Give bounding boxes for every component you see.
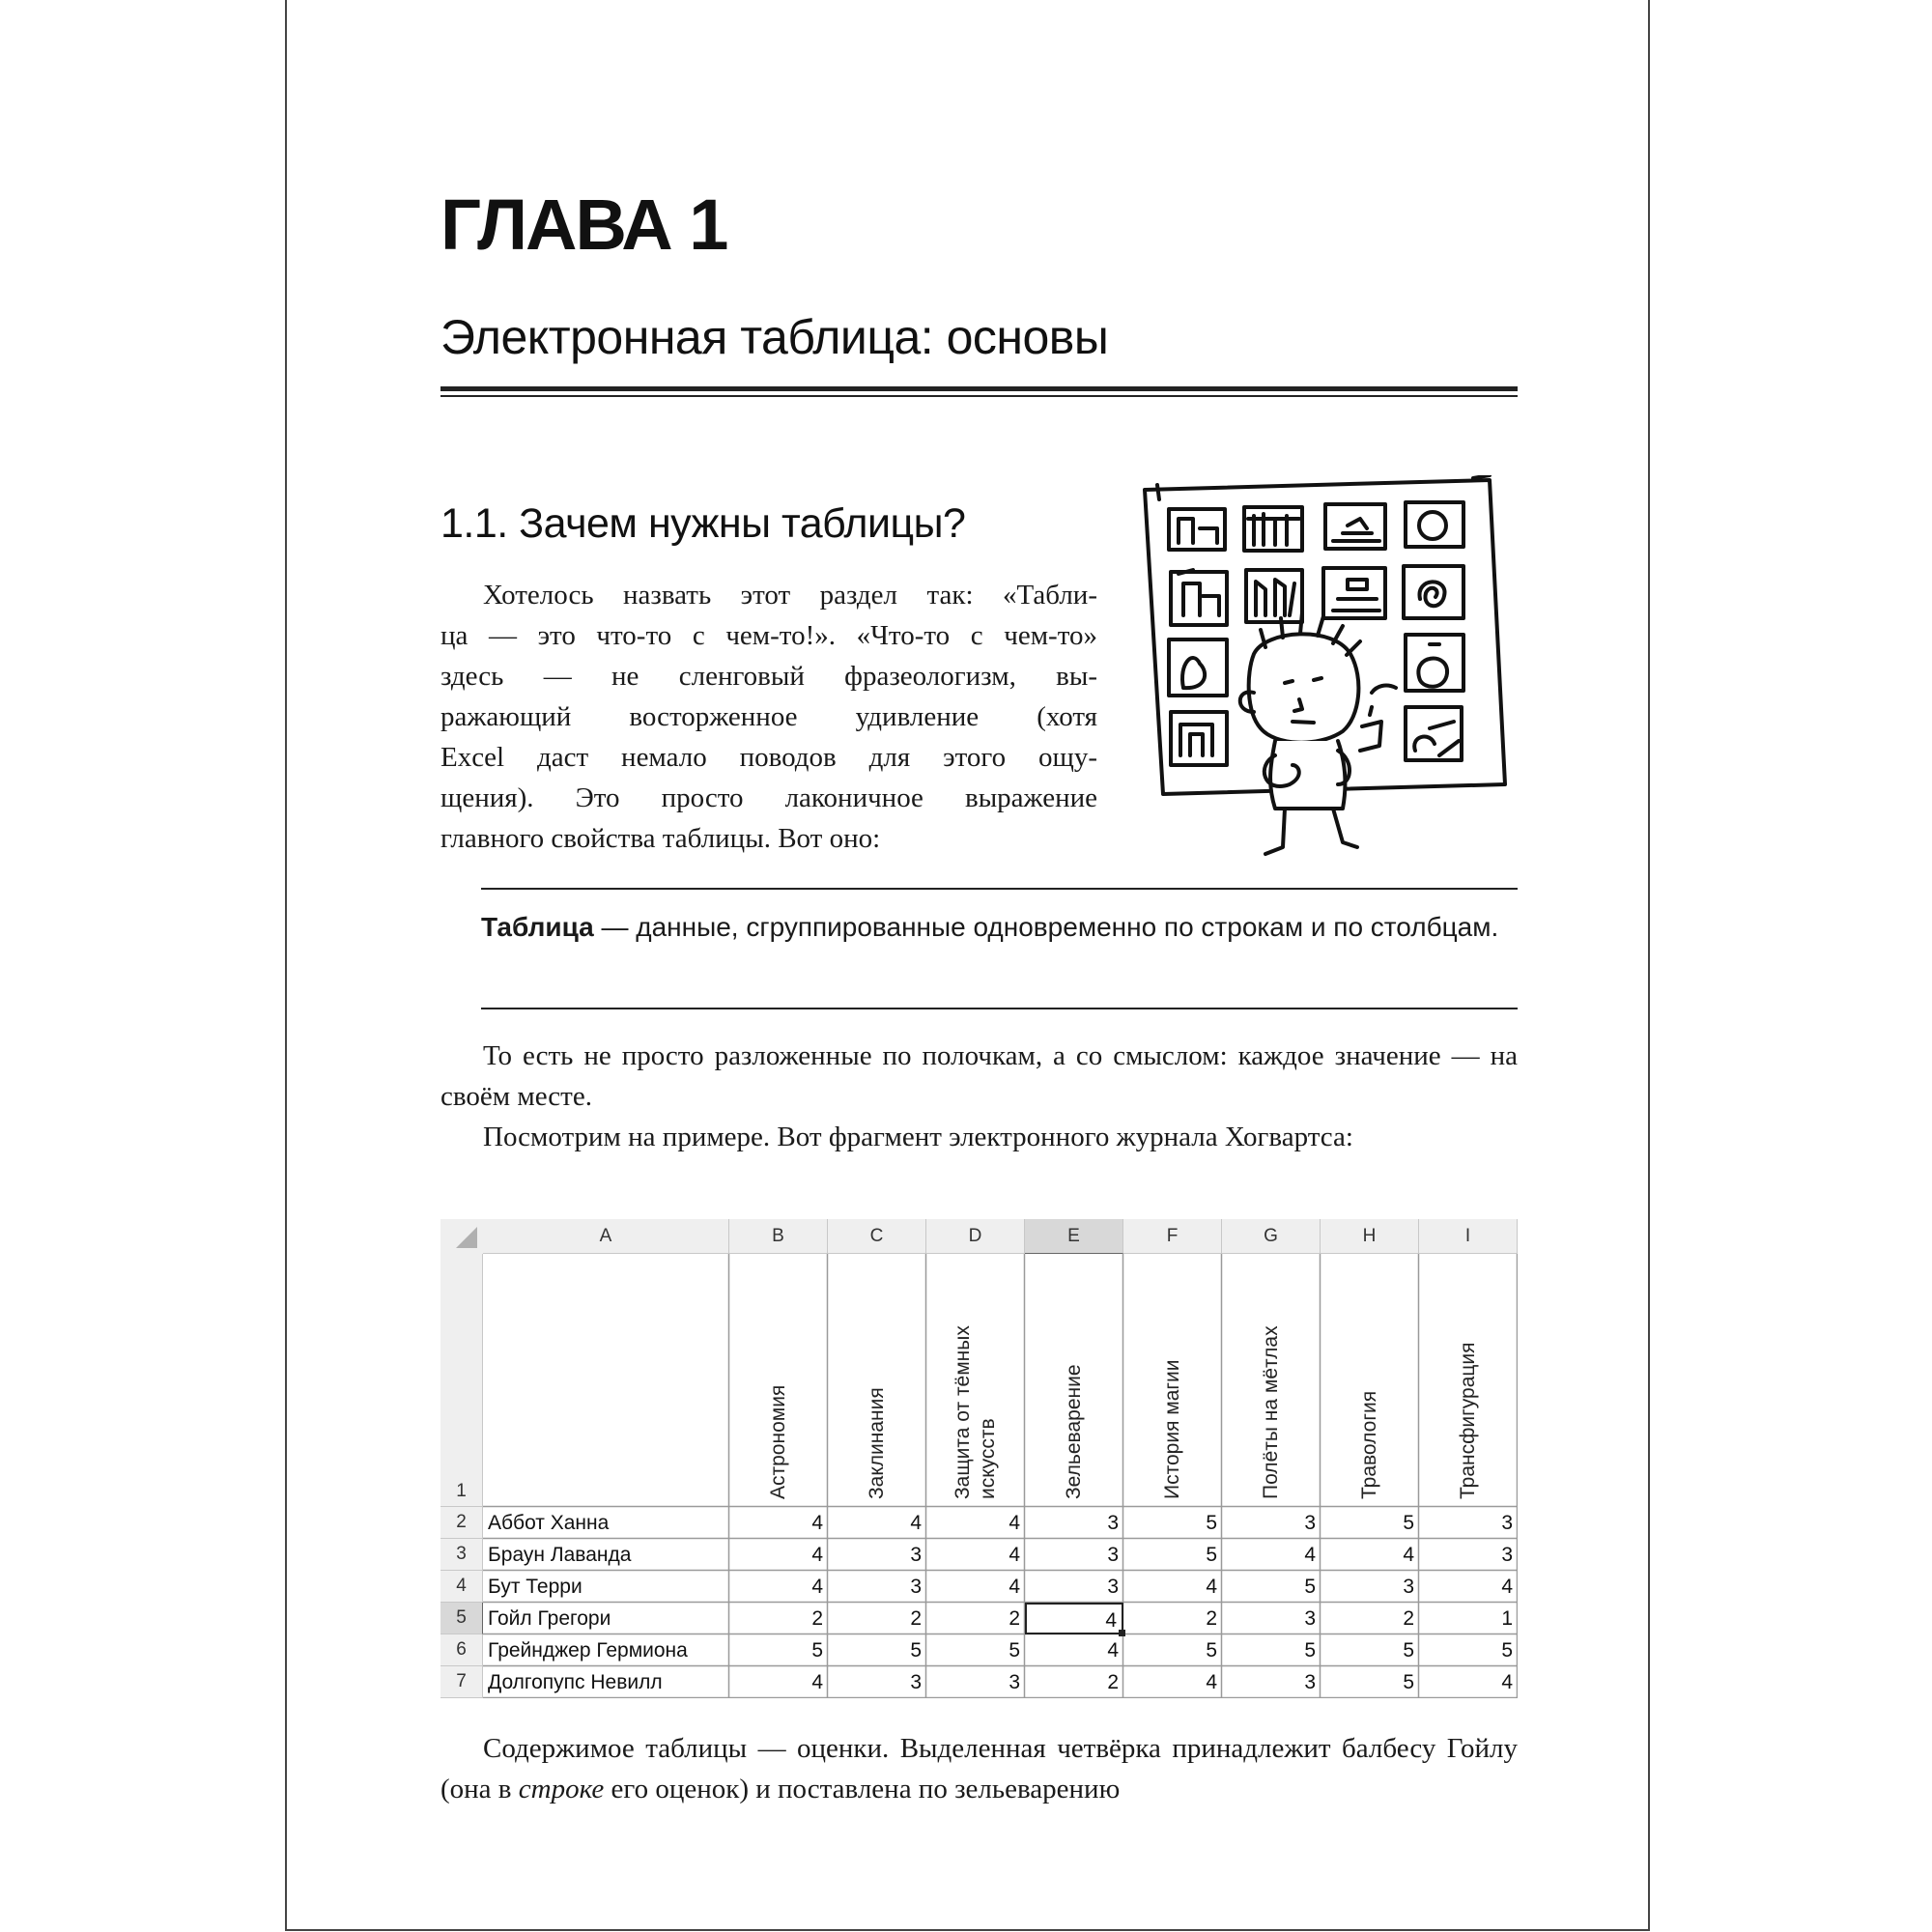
intro-line: Хотелось назвать этот раздел так: «Табли- [483,580,1097,611]
row-header-2[interactable]: 2 [440,1507,483,1539]
grade-cell[interactable]: 3 [1403,1576,1414,1598]
grade-cell[interactable]: 2 [1403,1607,1414,1630]
intro-paragraph [440,575,1097,859]
row-header-7[interactable]: 7 [440,1666,483,1698]
grade-cell[interactable]: 5 [1009,1639,1020,1662]
definition-text: — данные, сгруппированные одновременно по строкам и по столбцам. [593,912,1499,942]
row-header-5[interactable]: 5 [440,1603,483,1634]
grade-cell[interactable]: 3 [910,1544,922,1566]
grade-cell[interactable]: 4 [811,1544,823,1566]
row-header-1[interactable]: 1 [440,1254,483,1507]
subject-header-1[interactable]: Астрономия [767,1384,789,1499]
subject-header-3[interactable]: Защита от тёмных [952,1325,974,1499]
paragraph-3-emphasis: строке [518,1774,605,1804]
section-title: 1.1. Зачем нужны таблицы? [440,500,966,547]
grade-cell[interactable]: 4 [1009,1576,1020,1598]
subject-header-8[interactable]: Трансфигурация [1457,1342,1479,1499]
row-header-6[interactable]: 6 [440,1634,483,1666]
grade-cell[interactable]: 2 [1009,1607,1020,1630]
grade-cell[interactable]: 4 [811,1512,823,1534]
intro-line: ца — это что-то с чем-то!». «Что-то с чем-то» [440,620,1097,651]
subject-header-2[interactable]: Заклинания [866,1387,888,1499]
intro-line: Excel даст немало поводов для этого ощу- [440,742,1097,773]
grade-cell[interactable]: 4 [1206,1671,1217,1693]
student-name-cell[interactable]: Бут Терри [488,1576,582,1598]
column-header-f[interactable]: F [1123,1219,1222,1254]
grade-cell[interactable]: 2 [1107,1671,1119,1693]
subject-header-7[interactable]: Травология [1358,1390,1380,1499]
column-header-c[interactable]: C [828,1219,926,1254]
student-name-cell[interactable]: Гойл Грегори [488,1607,611,1630]
grade-cell[interactable]: 3 [1107,1576,1119,1598]
grade-cell[interactable]: 4 [1304,1544,1316,1566]
grade-cell[interactable]: 5 [1403,1671,1414,1693]
column-header-i[interactable]: I [1419,1219,1518,1254]
column-header-h[interactable]: H [1321,1219,1419,1254]
subject-header-5[interactable]: История магии [1161,1359,1183,1499]
paragraph-3-start: Содержимое таблицы — оценки. Выделенная четвёрка принадлежит балбесу Гойлу (она в [440,1733,1518,1804]
grade-cell[interactable]: 3 [910,1671,922,1693]
intro-line: ражающий восторженное удивление (хотя [440,701,1097,732]
fill-handle[interactable] [1119,1630,1125,1636]
column-header-b[interactable]: B [729,1219,828,1254]
grade-cell[interactable]: 3 [910,1576,922,1598]
grade-cell[interactable]: 3 [1501,1512,1513,1534]
grade-cell[interactable]: 5 [1501,1639,1513,1662]
paragraph-1: То есть не просто разложенные по полочкам, а со смыслом: каждое значение — на своём месте. [440,1040,1518,1112]
grade-cell[interactable]: 5 [1206,1512,1217,1534]
grade-cell[interactable]: 5 [1206,1639,1217,1662]
grade-cell[interactable]: 2 [910,1607,922,1630]
student-name-cell[interactable]: Долгопупс Невилл [488,1671,663,1693]
column-header-e[interactable]: E [1025,1219,1123,1254]
child-at-board-drawing-icon [1140,475,1512,862]
grade-cell[interactable]: 4 [1009,1512,1020,1534]
grade-cell[interactable]: 4 [1009,1544,1020,1566]
grade-cell[interactable]: 5 [910,1639,922,1662]
grade-cell[interactable]: 3 [1009,1671,1020,1693]
grade-cell[interactable]: 2 [1206,1607,1217,1630]
definition-rule-top [481,888,1518,890]
subject-header-3[interactable]: искусств [977,1418,999,1499]
student-name-cell[interactable]: Грейнджер Гермиона [488,1639,688,1662]
grade-cell[interactable]: 4 [811,1576,823,1598]
subject-header-4[interactable]: Зельеварение [1063,1364,1085,1499]
chapter-rule-thick [440,386,1518,391]
intro-line: здесь — не сленговый фразеологизм, вы- [440,661,1097,692]
definition-block [481,907,1518,948]
grade-cell[interactable]: 5 [1403,1512,1414,1534]
grade-cell[interactable]: 3 [1304,1607,1316,1630]
grade-cell[interactable]: 2 [811,1607,823,1630]
grade-cell[interactable]: 4 [1501,1576,1513,1598]
column-header-g[interactable]: G [1222,1219,1321,1254]
chapter-title: Электронная таблица: основы [440,310,1109,364]
spreadsheet[interactable] [440,1219,1518,1696]
grade-cell[interactable]: 5 [1304,1639,1316,1662]
column-header-a[interactable]: A [483,1219,729,1254]
intro-line: главного свойства таблицы. Вот оно: [440,823,881,854]
grade-cell[interactable]: 1 [1501,1607,1513,1630]
chapter-rule-thin [440,395,1518,397]
column-header-d[interactable]: D [926,1219,1025,1254]
row-header-3[interactable]: 3 [440,1539,483,1571]
grade-cell[interactable]: 3 [1501,1544,1513,1566]
grade-cell[interactable]: 3 [1107,1544,1119,1566]
grade-cell[interactable]: 4 [1206,1576,1217,1598]
row-header-4[interactable]: 4 [440,1571,483,1603]
paragraph-2: Посмотрим на примере. Вот фрагмент электронного журнала Хогвартса: [483,1122,1353,1152]
student-name-cell[interactable]: Браун Лаванда [488,1544,632,1566]
grade-cell[interactable]: 4 [1501,1671,1513,1693]
grade-cell[interactable]: 3 [1304,1512,1316,1534]
definition-rule-bottom [481,1008,1518,1009]
grade-cell[interactable]: 5 [1304,1576,1316,1598]
definition-term: Таблица [481,912,594,942]
grade-cell[interactable]: 4 [1403,1544,1414,1566]
intro-line: щения). Это просто лаконичное выражение [440,782,1097,813]
subject-header-6[interactable]: Полёты на мётлах [1260,1325,1282,1499]
grade-cell[interactable]: 5 [1206,1544,1217,1566]
grade-cell[interactable]: 3 [1304,1671,1316,1693]
student-name-cell[interactable]: Аббот Ханна [488,1512,610,1534]
grade-cell[interactable]: 3 [1107,1512,1119,1534]
grade-cell[interactable]: 4 [910,1512,922,1534]
grade-cell[interactable]: 5 [1403,1639,1414,1662]
grade-cell[interactable]: 4 [1107,1639,1119,1662]
grade-cell[interactable]: 5 [811,1639,823,1662]
selected-grade-cell[interactable]: 4 [1025,1603,1123,1634]
chapter-number: ГЛАВА 1 [440,185,727,265]
paragraph-3-end: его оценок) и поставлена по зельеварению [604,1774,1121,1804]
grade-cell[interactable]: 4 [811,1671,823,1693]
paragraph-3 [440,1728,1518,1809]
